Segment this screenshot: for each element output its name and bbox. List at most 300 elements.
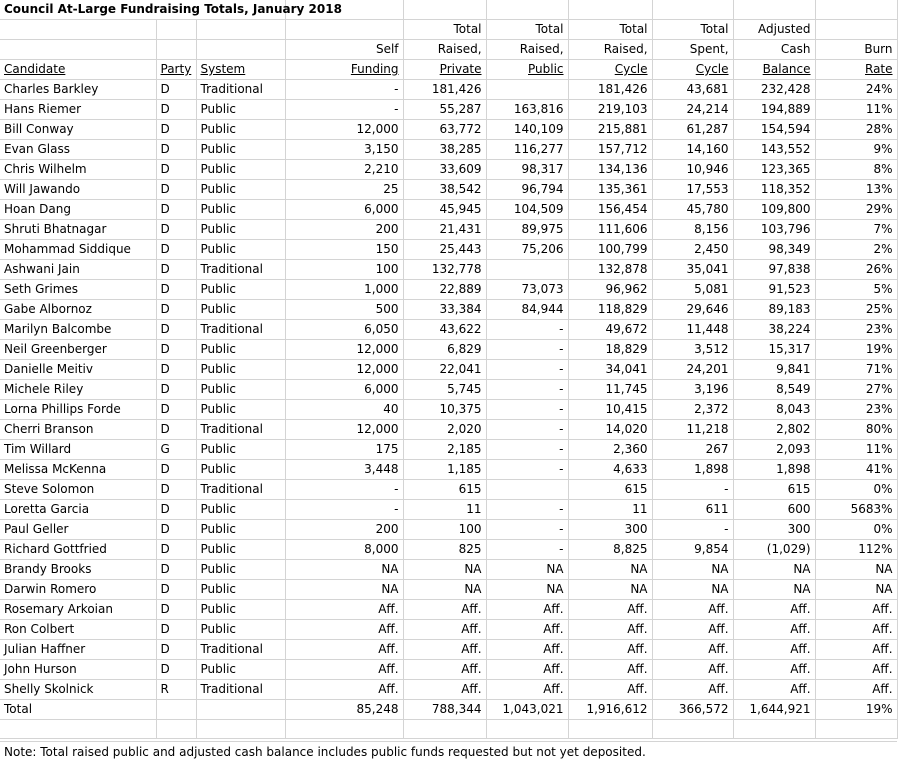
cell-spent-cycle[interactable]: Aff. bbox=[652, 640, 733, 660]
cell-spent-cycle[interactable]: NA bbox=[652, 560, 733, 580]
cell-raised-private[interactable]: 43,622 bbox=[403, 320, 486, 340]
cell-raised-private[interactable]: NA bbox=[403, 560, 486, 580]
cell-raised-public[interactable]: - bbox=[486, 400, 568, 420]
cell-cash-balance[interactable]: Aff. bbox=[733, 640, 815, 660]
cell-burn-rate[interactable]: 41% bbox=[815, 460, 897, 480]
cell-system[interactable]: Public bbox=[196, 160, 285, 180]
cell-spent-cycle[interactable]: 24,201 bbox=[652, 360, 733, 380]
cell-candidate[interactable]: Cherri Branson bbox=[0, 420, 156, 440]
cell-system[interactable]: Public bbox=[196, 180, 285, 200]
cell-spent-cycle[interactable]: 11,218 bbox=[652, 420, 733, 440]
cell-spent-cycle[interactable]: 45,780 bbox=[652, 200, 733, 220]
cell-raised-public[interactable]: Aff. bbox=[486, 620, 568, 640]
cell-raised-private[interactable]: 10,375 bbox=[403, 400, 486, 420]
cell-self-funding[interactable]: - bbox=[285, 500, 403, 520]
cell-self-funding[interactable]: Aff. bbox=[285, 620, 403, 640]
cell-cash-balance[interactable]: 98,349 bbox=[733, 240, 815, 260]
cell-burn-rate[interactable]: Aff. bbox=[815, 640, 897, 660]
cell-raised-cycle[interactable]: 2,360 bbox=[568, 440, 652, 460]
header-raised-cycle[interactable] bbox=[568, 20, 652, 40]
cell-candidate[interactable]: Steve Solomon bbox=[0, 480, 156, 500]
cell-burn-rate[interactable]: 11% bbox=[815, 440, 897, 460]
cell-spent-cycle[interactable]: 29,646 bbox=[652, 300, 733, 320]
cell-raised-cycle[interactable]: 615 bbox=[568, 480, 652, 500]
header-party[interactable] bbox=[156, 60, 196, 80]
cell-system[interactable]: Public bbox=[196, 220, 285, 240]
empty-cell[interactable] bbox=[196, 720, 285, 739]
cell-raised-cycle[interactable]: 134,136 bbox=[568, 160, 652, 180]
cell-raised-public[interactable]: - bbox=[486, 320, 568, 340]
cell-self-funding[interactable]: Aff. bbox=[285, 660, 403, 680]
cell-raised-private[interactable]: 33,384 bbox=[403, 300, 486, 320]
total-cash-balance[interactable]: 1,644,921 bbox=[733, 700, 815, 720]
cell-system[interactable]: Public bbox=[196, 360, 285, 380]
cell-burn-rate[interactable]: 2% bbox=[815, 240, 897, 260]
cell-system[interactable]: Public bbox=[196, 580, 285, 600]
cell-system[interactable]: Public bbox=[196, 520, 285, 540]
cell-system[interactable]: Public bbox=[196, 380, 285, 400]
cell-self-funding[interactable]: 200 bbox=[285, 220, 403, 240]
cell-spent-cycle[interactable]: NA bbox=[652, 580, 733, 600]
cell-system[interactable]: Public bbox=[196, 140, 285, 160]
cell-candidate[interactable]: Paul Geller bbox=[0, 520, 156, 540]
cell-raised-private[interactable]: 33,609 bbox=[403, 160, 486, 180]
cell-burn-rate[interactable]: 27% bbox=[815, 380, 897, 400]
cell-raised-private[interactable]: 63,772 bbox=[403, 120, 486, 140]
cell-raised-private[interactable]: 1,185 bbox=[403, 460, 486, 480]
cell-raised-public[interactable]: 140,109 bbox=[486, 120, 568, 140]
cell-spent-cycle[interactable]: Aff. bbox=[652, 620, 733, 640]
total-system[interactable] bbox=[196, 700, 285, 720]
header-system[interactable] bbox=[196, 60, 285, 80]
cell-spent-cycle[interactable]: 43,681 bbox=[652, 80, 733, 100]
cell-cash-balance[interactable]: 97,838 bbox=[733, 260, 815, 280]
cell-self-funding[interactable]: 2,210 bbox=[285, 160, 403, 180]
cell-raised-private[interactable]: 22,041 bbox=[403, 360, 486, 380]
cell-spent-cycle[interactable]: 14,160 bbox=[652, 140, 733, 160]
cell-self-funding[interactable]: 6,050 bbox=[285, 320, 403, 340]
cell-self-funding[interactable]: 6,000 bbox=[285, 380, 403, 400]
empty-cell[interactable] bbox=[652, 720, 733, 739]
cell-system[interactable]: Public bbox=[196, 540, 285, 560]
cell-raised-public[interactable]: 98,317 bbox=[486, 160, 568, 180]
cell-raised-cycle[interactable]: 96,962 bbox=[568, 280, 652, 300]
cell-raised-cycle[interactable]: 132,878 bbox=[568, 260, 652, 280]
header-cash-balance[interactable] bbox=[733, 40, 815, 60]
header-cash-balance[interactable] bbox=[733, 60, 815, 80]
total-burn-rate[interactable]: 19% bbox=[815, 700, 897, 720]
cell-party[interactable]: D bbox=[156, 420, 196, 440]
header-self-funding[interactable] bbox=[285, 60, 403, 80]
header-spent-cycle[interactable] bbox=[652, 40, 733, 60]
cell-raised-private[interactable]: 38,285 bbox=[403, 140, 486, 160]
cell-raised-private[interactable]: 2,185 bbox=[403, 440, 486, 460]
header-raised-public[interactable] bbox=[486, 20, 568, 40]
empty-cell[interactable] bbox=[733, 0, 815, 20]
header-party[interactable] bbox=[156, 40, 196, 60]
cell-raised-public[interactable]: - bbox=[486, 380, 568, 400]
cell-raised-private[interactable]: 55,287 bbox=[403, 100, 486, 120]
cell-candidate[interactable]: Danielle Meitiv bbox=[0, 360, 156, 380]
cell-candidate[interactable]: Shruti Bhatnagar bbox=[0, 220, 156, 240]
cell-raised-cycle[interactable]: 300 bbox=[568, 520, 652, 540]
cell-raised-cycle[interactable]: NA bbox=[568, 560, 652, 580]
cell-raised-public[interactable]: 163,816 bbox=[486, 100, 568, 120]
cell-candidate[interactable]: Ashwani Jain bbox=[0, 260, 156, 280]
total-party[interactable] bbox=[156, 700, 196, 720]
cell-spent-cycle[interactable]: 24,214 bbox=[652, 100, 733, 120]
cell-raised-public[interactable]: 116,277 bbox=[486, 140, 568, 160]
cell-raised-public[interactable]: - bbox=[486, 420, 568, 440]
cell-raised-private[interactable]: 45,945 bbox=[403, 200, 486, 220]
cell-spent-cycle[interactable]: 2,450 bbox=[652, 240, 733, 260]
cell-cash-balance[interactable]: 89,183 bbox=[733, 300, 815, 320]
cell-self-funding[interactable]: 12,000 bbox=[285, 340, 403, 360]
cell-raised-private[interactable]: Aff. bbox=[403, 660, 486, 680]
cell-raised-public[interactable]: 104,509 bbox=[486, 200, 568, 220]
cell-raised-cycle[interactable]: 34,041 bbox=[568, 360, 652, 380]
cell-raised-private[interactable]: NA bbox=[403, 580, 486, 600]
cell-system[interactable]: Public bbox=[196, 340, 285, 360]
cell-raised-private[interactable]: Aff. bbox=[403, 620, 486, 640]
cell-raised-cycle[interactable]: 11,745 bbox=[568, 380, 652, 400]
header-self-funding[interactable] bbox=[285, 40, 403, 60]
cell-self-funding[interactable]: - bbox=[285, 80, 403, 100]
empty-cell[interactable] bbox=[0, 720, 156, 739]
empty-cell[interactable] bbox=[403, 0, 486, 20]
cell-burn-rate[interactable]: 23% bbox=[815, 320, 897, 340]
empty-cell[interactable] bbox=[486, 720, 568, 739]
cell-self-funding[interactable]: Aff. bbox=[285, 680, 403, 700]
cell-cash-balance[interactable]: 9,841 bbox=[733, 360, 815, 380]
cell-system[interactable]: Public bbox=[196, 440, 285, 460]
empty-cell[interactable] bbox=[285, 720, 403, 739]
cell-raised-public[interactable]: - bbox=[486, 460, 568, 480]
cell-self-funding[interactable]: 3,448 bbox=[285, 460, 403, 480]
cell-raised-public[interactable]: - bbox=[486, 540, 568, 560]
cell-party[interactable]: D bbox=[156, 460, 196, 480]
cell-candidate[interactable]: Chris Wilhelm bbox=[0, 160, 156, 180]
empty-cell[interactable] bbox=[486, 0, 568, 20]
cell-raised-cycle[interactable]: 215,881 bbox=[568, 120, 652, 140]
cell-candidate[interactable]: Will Jawando bbox=[0, 180, 156, 200]
cell-system[interactable]: Public bbox=[196, 200, 285, 220]
cell-burn-rate[interactable]: NA bbox=[815, 560, 897, 580]
cell-candidate[interactable]: Seth Grimes bbox=[0, 280, 156, 300]
empty-cell[interactable] bbox=[568, 0, 652, 20]
cell-cash-balance[interactable]: Aff. bbox=[733, 620, 815, 640]
cell-burn-rate[interactable]: 25% bbox=[815, 300, 897, 320]
cell-party[interactable]: D bbox=[156, 380, 196, 400]
cell-self-funding[interactable]: 150 bbox=[285, 240, 403, 260]
cell-raised-public[interactable] bbox=[486, 80, 568, 100]
sheet-title[interactable]: Council At-Large Fundraising Totals, January 2018 bbox=[0, 0, 285, 20]
cell-spent-cycle[interactable]: 17,553 bbox=[652, 180, 733, 200]
cell-party[interactable]: D bbox=[156, 660, 196, 680]
cell-spent-cycle[interactable]: 3,196 bbox=[652, 380, 733, 400]
cell-burn-rate[interactable]: 0% bbox=[815, 520, 897, 540]
cell-spent-cycle[interactable]: 10,946 bbox=[652, 160, 733, 180]
header-candidate[interactable] bbox=[0, 40, 156, 60]
total-raised-public[interactable]: 1,043,021 bbox=[486, 700, 568, 720]
cell-raised-private[interactable]: 5,745 bbox=[403, 380, 486, 400]
cell-party[interactable]: D bbox=[156, 200, 196, 220]
header-raised-private[interactable] bbox=[403, 20, 486, 40]
cell-self-funding[interactable]: 100 bbox=[285, 260, 403, 280]
cell-cash-balance[interactable]: (1,029) bbox=[733, 540, 815, 560]
total-spent-cycle[interactable]: 366,572 bbox=[652, 700, 733, 720]
cell-raised-cycle[interactable]: NA bbox=[568, 580, 652, 600]
cell-burn-rate[interactable]: Aff. bbox=[815, 620, 897, 640]
cell-self-funding[interactable]: 200 bbox=[285, 520, 403, 540]
cell-candidate[interactable]: John Hurson bbox=[0, 660, 156, 680]
header-spent-cycle[interactable] bbox=[652, 60, 733, 80]
total-candidate[interactable]: Total bbox=[0, 700, 156, 720]
cell-party[interactable]: D bbox=[156, 240, 196, 260]
header-burn-rate[interactable] bbox=[815, 40, 897, 60]
cell-raised-cycle[interactable]: Aff. bbox=[568, 640, 652, 660]
header-raised-public[interactable] bbox=[486, 40, 568, 60]
empty-cell[interactable] bbox=[652, 0, 733, 20]
cell-candidate[interactable]: Lorna Phillips Forde bbox=[0, 400, 156, 420]
cell-party[interactable]: D bbox=[156, 340, 196, 360]
cell-self-funding[interactable]: Aff. bbox=[285, 600, 403, 620]
cell-party[interactable]: R bbox=[156, 680, 196, 700]
cell-cash-balance[interactable]: 1,898 bbox=[733, 460, 815, 480]
cell-cash-balance[interactable]: Aff. bbox=[733, 600, 815, 620]
cell-candidate[interactable]: Brandy Brooks bbox=[0, 560, 156, 580]
cell-raised-private[interactable]: 22,889 bbox=[403, 280, 486, 300]
cell-candidate[interactable]: Mohammad Siddique bbox=[0, 240, 156, 260]
cell-cash-balance[interactable]: 103,796 bbox=[733, 220, 815, 240]
cell-party[interactable]: D bbox=[156, 120, 196, 140]
cell-burn-rate[interactable]: 71% bbox=[815, 360, 897, 380]
cell-spent-cycle[interactable]: Aff. bbox=[652, 660, 733, 680]
cell-spent-cycle[interactable]: 9,854 bbox=[652, 540, 733, 560]
cell-raised-private[interactable]: 181,426 bbox=[403, 80, 486, 100]
cell-system[interactable]: Traditional bbox=[196, 640, 285, 660]
cell-raised-cycle[interactable]: 118,829 bbox=[568, 300, 652, 320]
cell-cash-balance[interactable]: NA bbox=[733, 560, 815, 580]
cell-burn-rate[interactable]: 23% bbox=[815, 400, 897, 420]
cell-cash-balance[interactable]: 118,352 bbox=[733, 180, 815, 200]
cell-self-funding[interactable]: NA bbox=[285, 580, 403, 600]
empty-cell[interactable] bbox=[156, 720, 196, 739]
header-self-funding[interactable] bbox=[285, 20, 403, 40]
cell-raised-cycle[interactable]: 18,829 bbox=[568, 340, 652, 360]
cell-raised-public[interactable]: - bbox=[486, 500, 568, 520]
cell-raised-public[interactable]: Aff. bbox=[486, 660, 568, 680]
total-self-funding[interactable]: 85,248 bbox=[285, 700, 403, 720]
cell-burn-rate[interactable]: 26% bbox=[815, 260, 897, 280]
cell-cash-balance[interactable]: 123,365 bbox=[733, 160, 815, 180]
empty-cell[interactable] bbox=[568, 720, 652, 739]
cell-raised-cycle[interactable]: Aff. bbox=[568, 620, 652, 640]
cell-party[interactable]: D bbox=[156, 480, 196, 500]
cell-candidate[interactable]: Shelly Skolnick bbox=[0, 680, 156, 700]
cell-burn-rate[interactable]: 13% bbox=[815, 180, 897, 200]
cell-system[interactable]: Public bbox=[196, 400, 285, 420]
cell-party[interactable]: D bbox=[156, 180, 196, 200]
cell-cash-balance[interactable]: 232,428 bbox=[733, 80, 815, 100]
cell-party[interactable]: D bbox=[156, 400, 196, 420]
header-system[interactable] bbox=[196, 40, 285, 60]
cell-system[interactable]: Public bbox=[196, 280, 285, 300]
cell-raised-cycle[interactable]: 10,415 bbox=[568, 400, 652, 420]
cell-self-funding[interactable]: 175 bbox=[285, 440, 403, 460]
cell-self-funding[interactable]: NA bbox=[285, 560, 403, 580]
header-raised-cycle[interactable] bbox=[568, 40, 652, 60]
cell-raised-private[interactable]: Aff. bbox=[403, 680, 486, 700]
cell-spent-cycle[interactable]: - bbox=[652, 480, 733, 500]
cell-system[interactable]: Traditional bbox=[196, 260, 285, 280]
cell-party[interactable]: D bbox=[156, 280, 196, 300]
empty-cell[interactable] bbox=[403, 720, 486, 739]
cell-cash-balance[interactable]: NA bbox=[733, 580, 815, 600]
cell-raised-cycle[interactable]: 11 bbox=[568, 500, 652, 520]
cell-cash-balance[interactable]: 2,802 bbox=[733, 420, 815, 440]
header-raised-private[interactable] bbox=[403, 60, 486, 80]
cell-burn-rate[interactable]: Aff. bbox=[815, 680, 897, 700]
cell-spent-cycle[interactable]: 11,448 bbox=[652, 320, 733, 340]
cell-cash-balance[interactable]: 91,523 bbox=[733, 280, 815, 300]
cell-self-funding[interactable]: 40 bbox=[285, 400, 403, 420]
cell-candidate[interactable]: Melissa McKenna bbox=[0, 460, 156, 480]
cell-system[interactable]: Traditional bbox=[196, 320, 285, 340]
empty-cell[interactable] bbox=[815, 720, 897, 739]
cell-raised-cycle[interactable]: 111,606 bbox=[568, 220, 652, 240]
cell-system[interactable]: Public bbox=[196, 240, 285, 260]
cell-raised-cycle[interactable]: 181,426 bbox=[568, 80, 652, 100]
cell-raised-public[interactable]: 75,206 bbox=[486, 240, 568, 260]
cell-raised-cycle[interactable]: Aff. bbox=[568, 600, 652, 620]
cell-self-funding[interactable]: 25 bbox=[285, 180, 403, 200]
cell-candidate[interactable]: Richard Gottfried bbox=[0, 540, 156, 560]
cell-candidate[interactable]: Charles Barkley bbox=[0, 80, 156, 100]
cell-raised-cycle[interactable]: 219,103 bbox=[568, 100, 652, 120]
cell-raised-cycle[interactable]: Aff. bbox=[568, 660, 652, 680]
cell-system[interactable]: Traditional bbox=[196, 680, 285, 700]
cell-spent-cycle[interactable]: 267 bbox=[652, 440, 733, 460]
cell-spent-cycle[interactable]: - bbox=[652, 520, 733, 540]
cell-cash-balance[interactable]: 8,549 bbox=[733, 380, 815, 400]
cell-system[interactable]: Public bbox=[196, 620, 285, 640]
cell-burn-rate[interactable]: 8% bbox=[815, 160, 897, 180]
cell-party[interactable]: D bbox=[156, 560, 196, 580]
cell-self-funding[interactable]: 12,000 bbox=[285, 420, 403, 440]
cell-self-funding[interactable]: 12,000 bbox=[285, 360, 403, 380]
cell-candidate[interactable]: Marilyn Balcombe bbox=[0, 320, 156, 340]
cell-party[interactable]: D bbox=[156, 220, 196, 240]
cell-system[interactable]: Public bbox=[196, 600, 285, 620]
cell-system[interactable]: Public bbox=[196, 500, 285, 520]
cell-system[interactable]: Traditional bbox=[196, 80, 285, 100]
header-burn-rate[interactable] bbox=[815, 60, 897, 80]
header-raised-public[interactable] bbox=[486, 60, 568, 80]
cell-raised-private[interactable]: 25,443 bbox=[403, 240, 486, 260]
cell-candidate[interactable]: Neil Greenberger bbox=[0, 340, 156, 360]
cell-raised-private[interactable]: 132,778 bbox=[403, 260, 486, 280]
cell-cash-balance[interactable]: 154,594 bbox=[733, 120, 815, 140]
header-raised-cycle[interactable] bbox=[568, 60, 652, 80]
cell-raised-private[interactable]: 11 bbox=[403, 500, 486, 520]
cell-self-funding[interactable]: 1,000 bbox=[285, 280, 403, 300]
cell-burn-rate[interactable]: 19% bbox=[815, 340, 897, 360]
cell-burn-rate[interactable]: 28% bbox=[815, 120, 897, 140]
cell-cash-balance[interactable]: Aff. bbox=[733, 660, 815, 680]
cell-spent-cycle[interactable]: 35,041 bbox=[652, 260, 733, 280]
cell-raised-cycle[interactable]: 14,020 bbox=[568, 420, 652, 440]
cell-raised-private[interactable]: 6,829 bbox=[403, 340, 486, 360]
cell-party[interactable]: D bbox=[156, 360, 196, 380]
cell-raised-private[interactable]: 2,020 bbox=[403, 420, 486, 440]
cell-self-funding[interactable]: 12,000 bbox=[285, 120, 403, 140]
cell-spent-cycle[interactable]: 3,512 bbox=[652, 340, 733, 360]
cell-party[interactable]: D bbox=[156, 320, 196, 340]
cell-cash-balance[interactable]: 2,093 bbox=[733, 440, 815, 460]
cell-candidate[interactable]: Tim Willard bbox=[0, 440, 156, 460]
cell-raised-private[interactable]: 21,431 bbox=[403, 220, 486, 240]
cell-party[interactable]: D bbox=[156, 640, 196, 660]
cell-cash-balance[interactable]: 300 bbox=[733, 520, 815, 540]
cell-self-funding[interactable]: 3,150 bbox=[285, 140, 403, 160]
cell-party[interactable]: D bbox=[156, 80, 196, 100]
cell-raised-public[interactable]: 89,975 bbox=[486, 220, 568, 240]
cell-raised-public[interactable]: 73,073 bbox=[486, 280, 568, 300]
cell-party[interactable]: D bbox=[156, 620, 196, 640]
cell-system[interactable]: Public bbox=[196, 660, 285, 680]
cell-self-funding[interactable]: - bbox=[285, 480, 403, 500]
header-cash-balance[interactable] bbox=[733, 20, 815, 40]
cell-spent-cycle[interactable]: 61,287 bbox=[652, 120, 733, 140]
cell-raised-cycle[interactable]: 156,454 bbox=[568, 200, 652, 220]
cell-party[interactable]: D bbox=[156, 160, 196, 180]
cell-raised-public[interactable]: 84,944 bbox=[486, 300, 568, 320]
cell-raised-public[interactable]: NA bbox=[486, 580, 568, 600]
cell-cash-balance[interactable]: 615 bbox=[733, 480, 815, 500]
cell-raised-cycle[interactable]: 4,633 bbox=[568, 460, 652, 480]
empty-cell[interactable] bbox=[815, 0, 897, 20]
cell-system[interactable]: Public bbox=[196, 560, 285, 580]
header-candidate[interactable] bbox=[0, 20, 156, 40]
cell-cash-balance[interactable]: 194,889 bbox=[733, 100, 815, 120]
cell-cash-balance[interactable]: 8,043 bbox=[733, 400, 815, 420]
header-candidate[interactable] bbox=[0, 60, 156, 80]
cell-candidate[interactable]: Hans Riemer bbox=[0, 100, 156, 120]
cell-burn-rate[interactable]: 11% bbox=[815, 100, 897, 120]
cell-candidate[interactable]: Hoan Dang bbox=[0, 200, 156, 220]
cell-system[interactable]: Public bbox=[196, 100, 285, 120]
cell-burn-rate[interactable]: 29% bbox=[815, 200, 897, 220]
cell-raised-public[interactable]: Aff. bbox=[486, 640, 568, 660]
total-raised-cycle[interactable]: 1,916,612 bbox=[568, 700, 652, 720]
cell-raised-private[interactable]: 825 bbox=[403, 540, 486, 560]
cell-raised-public[interactable]: - bbox=[486, 440, 568, 460]
empty-cell[interactable] bbox=[733, 720, 815, 739]
cell-self-funding[interactable]: Aff. bbox=[285, 640, 403, 660]
cell-raised-public[interactable] bbox=[486, 260, 568, 280]
cell-candidate[interactable]: Darwin Romero bbox=[0, 580, 156, 600]
cell-party[interactable]: D bbox=[156, 140, 196, 160]
header-spent-cycle[interactable] bbox=[652, 20, 733, 40]
cell-cash-balance[interactable]: 15,317 bbox=[733, 340, 815, 360]
cell-raised-private[interactable]: Aff. bbox=[403, 640, 486, 660]
cell-raised-public[interactable]: 96,794 bbox=[486, 180, 568, 200]
cell-system[interactable]: Public bbox=[196, 300, 285, 320]
cell-party[interactable]: G bbox=[156, 440, 196, 460]
cell-spent-cycle[interactable]: 1,898 bbox=[652, 460, 733, 480]
cell-raised-cycle[interactable]: Aff. bbox=[568, 680, 652, 700]
